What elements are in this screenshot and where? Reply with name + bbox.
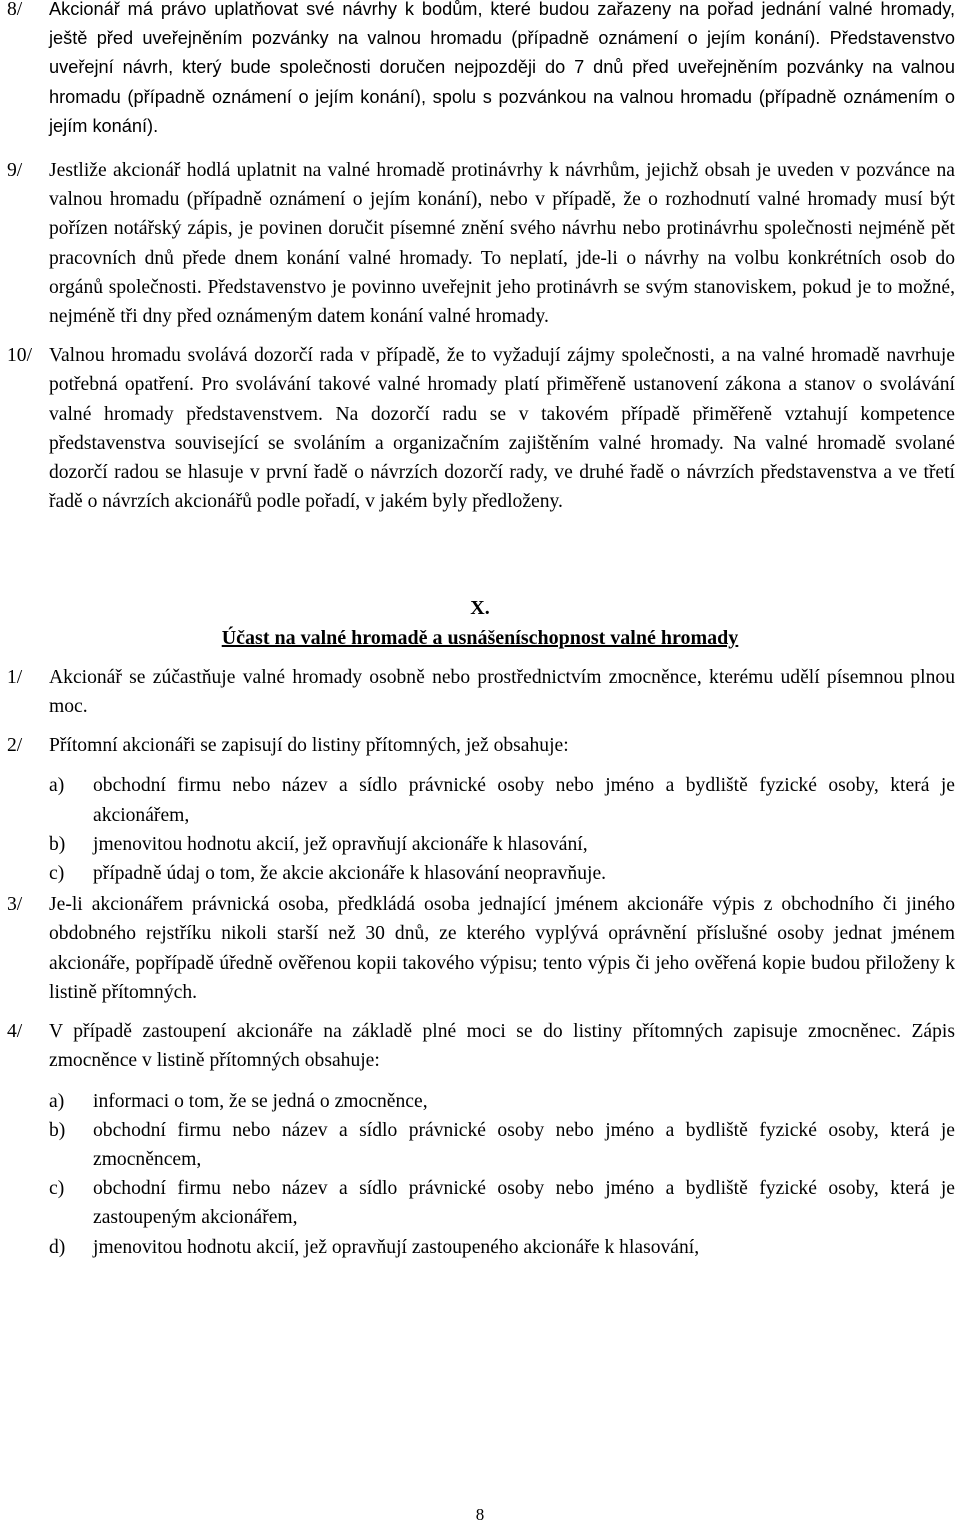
list-item-label: b) — [49, 833, 66, 855]
list-item-label: d) — [49, 1236, 66, 1258]
section-title: Účast na valné hromadě a usnášeníschopnost valné hromady — [221, 626, 739, 649]
attendance-list-items — [0, 771, 960, 888]
paragraph-number: 1/ — [7, 666, 23, 688]
proxy-list-items — [0, 1087, 960, 1262]
list-item — [0, 1233, 960, 1262]
list-item-text: obchodní firmu nebo název a sídlo právnické osoby nebo jméno a bydliště fyzické osoby, která je zmocněncem, — [93, 1119, 955, 1170]
list-item-label: c) — [49, 1178, 65, 1200]
item-2 — [0, 731, 960, 760]
list-item — [0, 859, 960, 888]
list-item-text: jmenovitou hodnotu akcií, jež opravňují akcionáře k hlasování, — [93, 833, 588, 855]
paragraph-text: V případě zastoupení akcionáře na základě plné moci se do listiny přítomných zapisuje zmocněnec. Zápis zmocněnce v listině přítomných obsahuje: — [49, 1021, 955, 1072]
list-item-text: obchodní firmu nebo název a sídlo právnické osoby nebo jméno a bydliště fyzické osoby, která je akcionářem, — [93, 775, 955, 826]
paragraph-text: Valnou hromadu svolává dozorčí rada v případě, že to vyžadují zájmy společnosti, a na valné hromadě navrhuje potřebná opatření. Pro svolávání takové valné hromady platí přiměřeně ustanovení zákona a stanov o svolávání valné hromady představenstvem. Na dozorčí radu se v takovém případě přiměřeně vztahují kompetence představenstva související se svoláním a organizačním zajištěním valné hromady. Na valné hromadě svolané dozorčí radou se hlasuje v první řadě o návrzích dozorčí rady, ve druhé řadě o návrzích představenstva a ve třetí řadě o návrzích akcionářů podle pořadí, v jakém byly předloženy. — [49, 345, 955, 513]
list-item — [0, 1174, 960, 1232]
paragraph-9 — [0, 156, 960, 331]
list-item — [0, 830, 960, 859]
list-item — [0, 771, 960, 829]
paragraph-text: Přítomní akcionáři se zapisují do listiny přítomných, jež obsahuje: — [49, 735, 569, 757]
list-item — [0, 1087, 960, 1116]
list-item-label: a) — [49, 1090, 65, 1112]
list-item-text: obchodní firmu nebo název a sídlo právnické osoby nebo jméno a bydliště fyzické osoby, která je zastoupeným akcionářem, — [93, 1178, 955, 1229]
paragraph-text: Akcionář má právo uplatňovat své návrhy k bodům, které budou zařazeny na pořad jednání valné hromady, ještě před uveřejněním pozvánky na valnou hromadu (případně oznámení o jejím konání). Představenstvo uveřejní návrh, který bude společnosti doručen nejpozději do 7 dnů před uveřejněním pozvánky na valnou hromadu (případně oznámení o jejím konání), spolu s pozvánkou na valnou hromadu (případně oznámením o jejím konání). — [49, 0, 955, 136]
paragraph-10 — [0, 341, 960, 516]
section-number: X. — [470, 597, 490, 620]
item-3 — [0, 890, 960, 1007]
list-item-text: informaci o tom, že se jedná o zmocněnce, — [93, 1090, 428, 1112]
list-item-text: jmenovitou hodnotu akcií, jež opravňují zastoupeného akcionáře k hlasování, — [93, 1236, 700, 1258]
list-item — [0, 1116, 960, 1174]
paragraph-number: 9/ — [7, 160, 23, 182]
paragraph-8 — [0, 0, 960, 141]
section-heading — [0, 594, 960, 652]
list-item-label: b) — [49, 1119, 66, 1141]
paragraph-text: Jestliže akcionář hodlá uplatnit na valné hromadě protinávrhy k návrhům, jejichž obsah je uveden v pozvánce na valnou hromadu (případně oznámení o jejím konání), nebo v případě, že o rozhodnutí valné hromady musí být pořízen notářský zápis, je povinen doručit písemné znění svého návrhu nebo protinávrhu společnosti nejméně pět pracovních dnů přede dnem konání valné hromady. To neplatí, jde-li o návrhy na volbu konkrétních osob do orgánů společnosti. Představenstvo je povinno uveřejnit jeho protinávrh se svým stanoviskem, pokud je to možné, nejméně tři dny před oznámeným datem konání valné hromady. — [49, 160, 955, 328]
paragraph-number: 8/ — [7, 0, 23, 20]
item-1 — [0, 663, 960, 721]
paragraph-number: 3/ — [7, 894, 23, 916]
paragraph-number: 4/ — [7, 1021, 23, 1043]
list-item-text: případně údaj o tom, že akcie akcionáře k hlasování neopravňuje. — [93, 863, 607, 885]
paragraph-number: 10/ — [7, 345, 33, 367]
page-number: 8 — [475, 1505, 485, 1524]
paragraph-text: Je-li akcionářem právnická osoba, předkládá osoba jednající jménem akcionáře výpis z obchodního či jiného obdobného rejstříku nikoli starší než 30 dnů, ze kterého vyplývá oprávnění příslušné osoby jednat jménem akcionáře, popřípadě úředně ověřenou kopii takového výpisu; tento výpis či jeho ověřená kopie budou přiloženy k listině přítomných. — [49, 894, 955, 1003]
list-item-label: c) — [49, 863, 65, 885]
item-4 — [0, 1017, 960, 1075]
list-item-label: a) — [49, 775, 65, 797]
paragraph-number: 2/ — [7, 735, 23, 757]
paragraph-text: Akcionář se zúčastňuje valné hromady osobně nebo prostřednictvím zmocněnce, kterému udělí písemnou plnou moc. — [49, 666, 955, 718]
